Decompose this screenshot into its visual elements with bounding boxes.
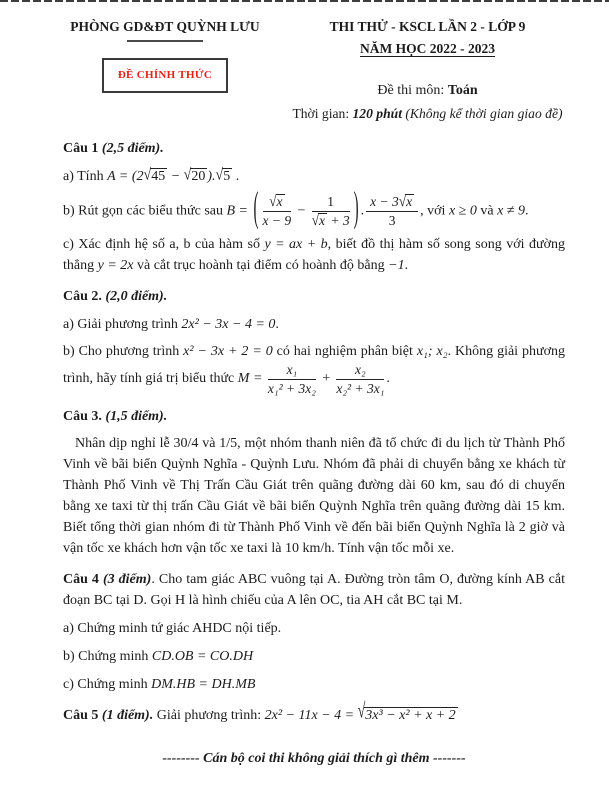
q4-number: Câu 4 <box>63 572 99 588</box>
sqrt-x-radicand: x <box>318 212 325 228</box>
official-exam-stamp: ĐỀ CHÍNH THỨC <box>102 58 228 93</box>
proctor-note: -------- Cán bộ coi thi không giải thích gì thêm ------- <box>162 751 466 767</box>
q2b-M-equals: M = <box>237 371 266 387</box>
q2a-text: a) Giải phương trình <box>63 317 182 333</box>
q1a-close: ). <box>207 169 216 184</box>
sqrt-x <box>399 194 414 210</box>
sqrt-20-radicand: 20 <box>191 169 206 184</box>
q1b-cond1: x ≥ 0 <box>448 203 477 219</box>
radical-icon: √ <box>215 166 224 185</box>
q3-points: (1,5 điểm). <box>101 409 168 425</box>
sqrt-20 <box>184 166 208 187</box>
q1b-minus: − <box>293 203 310 219</box>
q2-heading <box>63 286 565 307</box>
q1b-frac1 <box>261 194 294 228</box>
q1b-tail1: , với <box>420 203 449 219</box>
sqrt-x-radicand: x <box>406 194 413 209</box>
q1b-cond2: x ≠ 9 <box>497 203 525 219</box>
radical-icon: √ <box>311 210 319 228</box>
q1b-frac3-num <box>366 194 418 212</box>
q1b-B-equals: B = <box>226 203 252 219</box>
q1b-text: b) Rút gọn các biểu thức sau <box>63 203 227 219</box>
q1a-math-open: A = (2 <box>107 169 144 184</box>
q1c-math1: y = ax + b <box>264 237 328 253</box>
q4-points: (3 điểm) <box>98 572 152 588</box>
q1b-line <box>63 186 565 232</box>
time-label: Thời gian: <box>292 106 353 121</box>
q5-number: Câu 5 <box>63 708 99 724</box>
school-year-row <box>290 37 565 60</box>
department-title: PHÒNG GD&ĐT QUỲNH LƯU <box>70 19 260 34</box>
time-note: (Không kể thời gian giao đề) <box>401 106 563 121</box>
q4b-text: b) Chứng minh <box>63 649 152 665</box>
q1a-line <box>63 166 565 187</box>
q1c-math2: y = 2x <box>97 258 134 274</box>
sqrt-cubic <box>357 701 458 726</box>
sqrt-45 <box>144 166 168 187</box>
q5-math: 2x² − 11x − 4 = <box>264 708 358 724</box>
subject-value: Toán <box>447 83 478 98</box>
q2b-plus: + <box>317 371 335 387</box>
q2a-math: 2x² − 3x − 4 = 0 <box>181 317 276 333</box>
q4c-math: DM.HB = DH.MB <box>151 677 256 693</box>
radical-icon: √ <box>357 701 366 724</box>
q2b-frac1-den: x₁² + 3x₂ <box>267 380 316 396</box>
q2b-math2: x₁; x₂ <box>416 344 448 360</box>
q1c-text1: c) Xác định hệ số a, b của hàm số <box>63 237 265 253</box>
q1b-frac3 <box>364 194 420 228</box>
exam-body <box>0 124 609 769</box>
q1b-frac2 <box>310 194 352 228</box>
time-line <box>290 103 565 124</box>
q5-points: (1 điểm). <box>98 708 154 724</box>
q4b-line <box>63 646 565 667</box>
school-year: NĂM HỌC 2022 - 2023 <box>360 41 495 56</box>
sqrt-x <box>311 210 327 229</box>
q5-text: Giải phương trình: <box>153 708 265 724</box>
radical-icon: √ <box>269 192 277 210</box>
q1b-frac3-num-pre: x − 3 <box>370 194 399 209</box>
sqrt-x-radicand: x <box>276 194 283 209</box>
q1c-math3: −1 <box>388 258 405 274</box>
q2-points: (2,0 điểm). <box>101 289 168 305</box>
q3-paragraph: Nhân dịp nghỉ lễ 30/4 và 1/5, một nhóm thanh niên đã tổ chức đi du lịch từ Thành Phố Vinh về bãi biển Quỳnh Nghĩa - Quỳnh Lưu. Nhóm đã phải di chuyển bằng xe khách từ Thành Phố Vinh về Thị Trấn Cầu Giát trên quãng đường dài 60 km, sau đó di chuyển bằng xe taxi từ thị trấn Cầu Giát về bãi biển Quỳnh Nghĩa trên quãng đường dài 15 km. Biết tổng thời gian nhóm đi từ Thành Phố Vinh về đến bãi biển Quỳnh Nghĩa là 2 giờ và vận tốc xe khách hơn vận tốc xe taxi là 10 km/h. Tính vận tốc mỗi xe. <box>63 436 565 557</box>
q2b-paragraph <box>63 341 565 396</box>
q2b-text1: b) Cho phương trình <box>63 344 184 360</box>
left-paren: ( <box>253 186 259 232</box>
header-right <box>290 16 565 124</box>
q1c-text2: , biết đồ thị hàm số song song với đường thẳng <box>63 237 565 274</box>
q4c-text: c) Chứng minh <box>63 677 152 693</box>
q2a-end: . <box>275 317 279 333</box>
q1-points: (2,5 điểm). <box>98 141 164 156</box>
time-value: 120 phút <box>352 106 402 121</box>
q1b-end: . <box>524 203 529 219</box>
q1c-end: . <box>404 258 409 274</box>
q2b-end: . <box>386 371 390 387</box>
header <box>0 0 609 124</box>
q2b-frac2-den: x₂² + 3x₁ <box>336 380 385 396</box>
q1b-frac2-num: 1 <box>312 194 350 212</box>
q1b-frac1-den: x − 9 <box>262 212 292 228</box>
sqrt-cubic-radicand: 3x³ − x² + x + 2 <box>365 708 456 724</box>
q1a-text: a) Tính <box>63 169 108 184</box>
sqrt-5 <box>216 166 233 187</box>
subject-line <box>290 80 565 101</box>
q2b-text2: có hai nghiệm phân biệt <box>272 344 417 360</box>
sqrt-5-radicand: 5 <box>223 169 231 184</box>
q2b-text3: . Không giải phương trình, hãy tính giá trị biểu thức <box>63 344 565 387</box>
q1b-frac1-num <box>263 194 292 212</box>
q1c-text3: và cắt trục hoành tại điểm có hoành độ bằng <box>133 258 389 274</box>
q4-paragraph <box>63 569 565 611</box>
q1b-frac2-den-tail: + 3 <box>326 212 350 228</box>
q4b-math: CD.OB = CO.DH <box>151 649 254 665</box>
q4a-line: a) Chứng minh tứ giác AHDC nội tiếp. <box>63 621 282 637</box>
right-paren: ) <box>353 186 359 232</box>
q1b-frac2-den <box>312 212 350 229</box>
q1-heading <box>63 138 565 159</box>
header-left <box>40 16 290 124</box>
q1b-frac3-den: 3 <box>388 212 396 228</box>
q2b-math1: x² − 3x + 2 = 0 <box>183 344 273 360</box>
q3-number: Câu 3. <box>63 409 102 425</box>
sqrt-x <box>269 194 284 210</box>
q5-line <box>63 701 565 726</box>
radical-icon: √ <box>143 166 152 185</box>
q1-number: Câu 1 <box>63 141 99 156</box>
q3-heading <box>63 406 565 427</box>
radical-icon: √ <box>183 166 192 185</box>
q1a-minus: − <box>167 169 184 184</box>
q4-intro: . Cho tam giác ABC vuông tại A. Đường tròn tâm O, đường kính AB cắt đoạn BC tại D. Gọi H là hình chiếu của A lên OC, tia AH cắt BC tại M. <box>63 572 565 609</box>
q1b-dot: . <box>360 203 365 219</box>
sqrt-45-radicand: 45 <box>151 169 166 184</box>
q2b-frac2-num: x₂ <box>336 362 384 380</box>
exam-title: THI THỬ - KSCL LẦN 2 - LỚP 9 <box>329 19 526 34</box>
subject-label: Đề thi môn: <box>377 83 448 98</box>
q1c-paragraph <box>63 234 565 276</box>
radical-icon: √ <box>398 192 407 210</box>
q2b-frac1 <box>266 362 318 396</box>
q1b-tail2: và <box>476 203 498 219</box>
q2-number: Câu 2. <box>63 289 102 305</box>
q2b-frac2 <box>334 362 386 396</box>
q1a-end: . <box>232 169 240 184</box>
q2b-frac1-num: x₁ <box>268 362 316 380</box>
page-top-dashed-border <box>0 0 609 2</box>
q4c-line <box>63 674 565 695</box>
department-underline <box>127 40 203 42</box>
q2a-line <box>63 314 565 335</box>
